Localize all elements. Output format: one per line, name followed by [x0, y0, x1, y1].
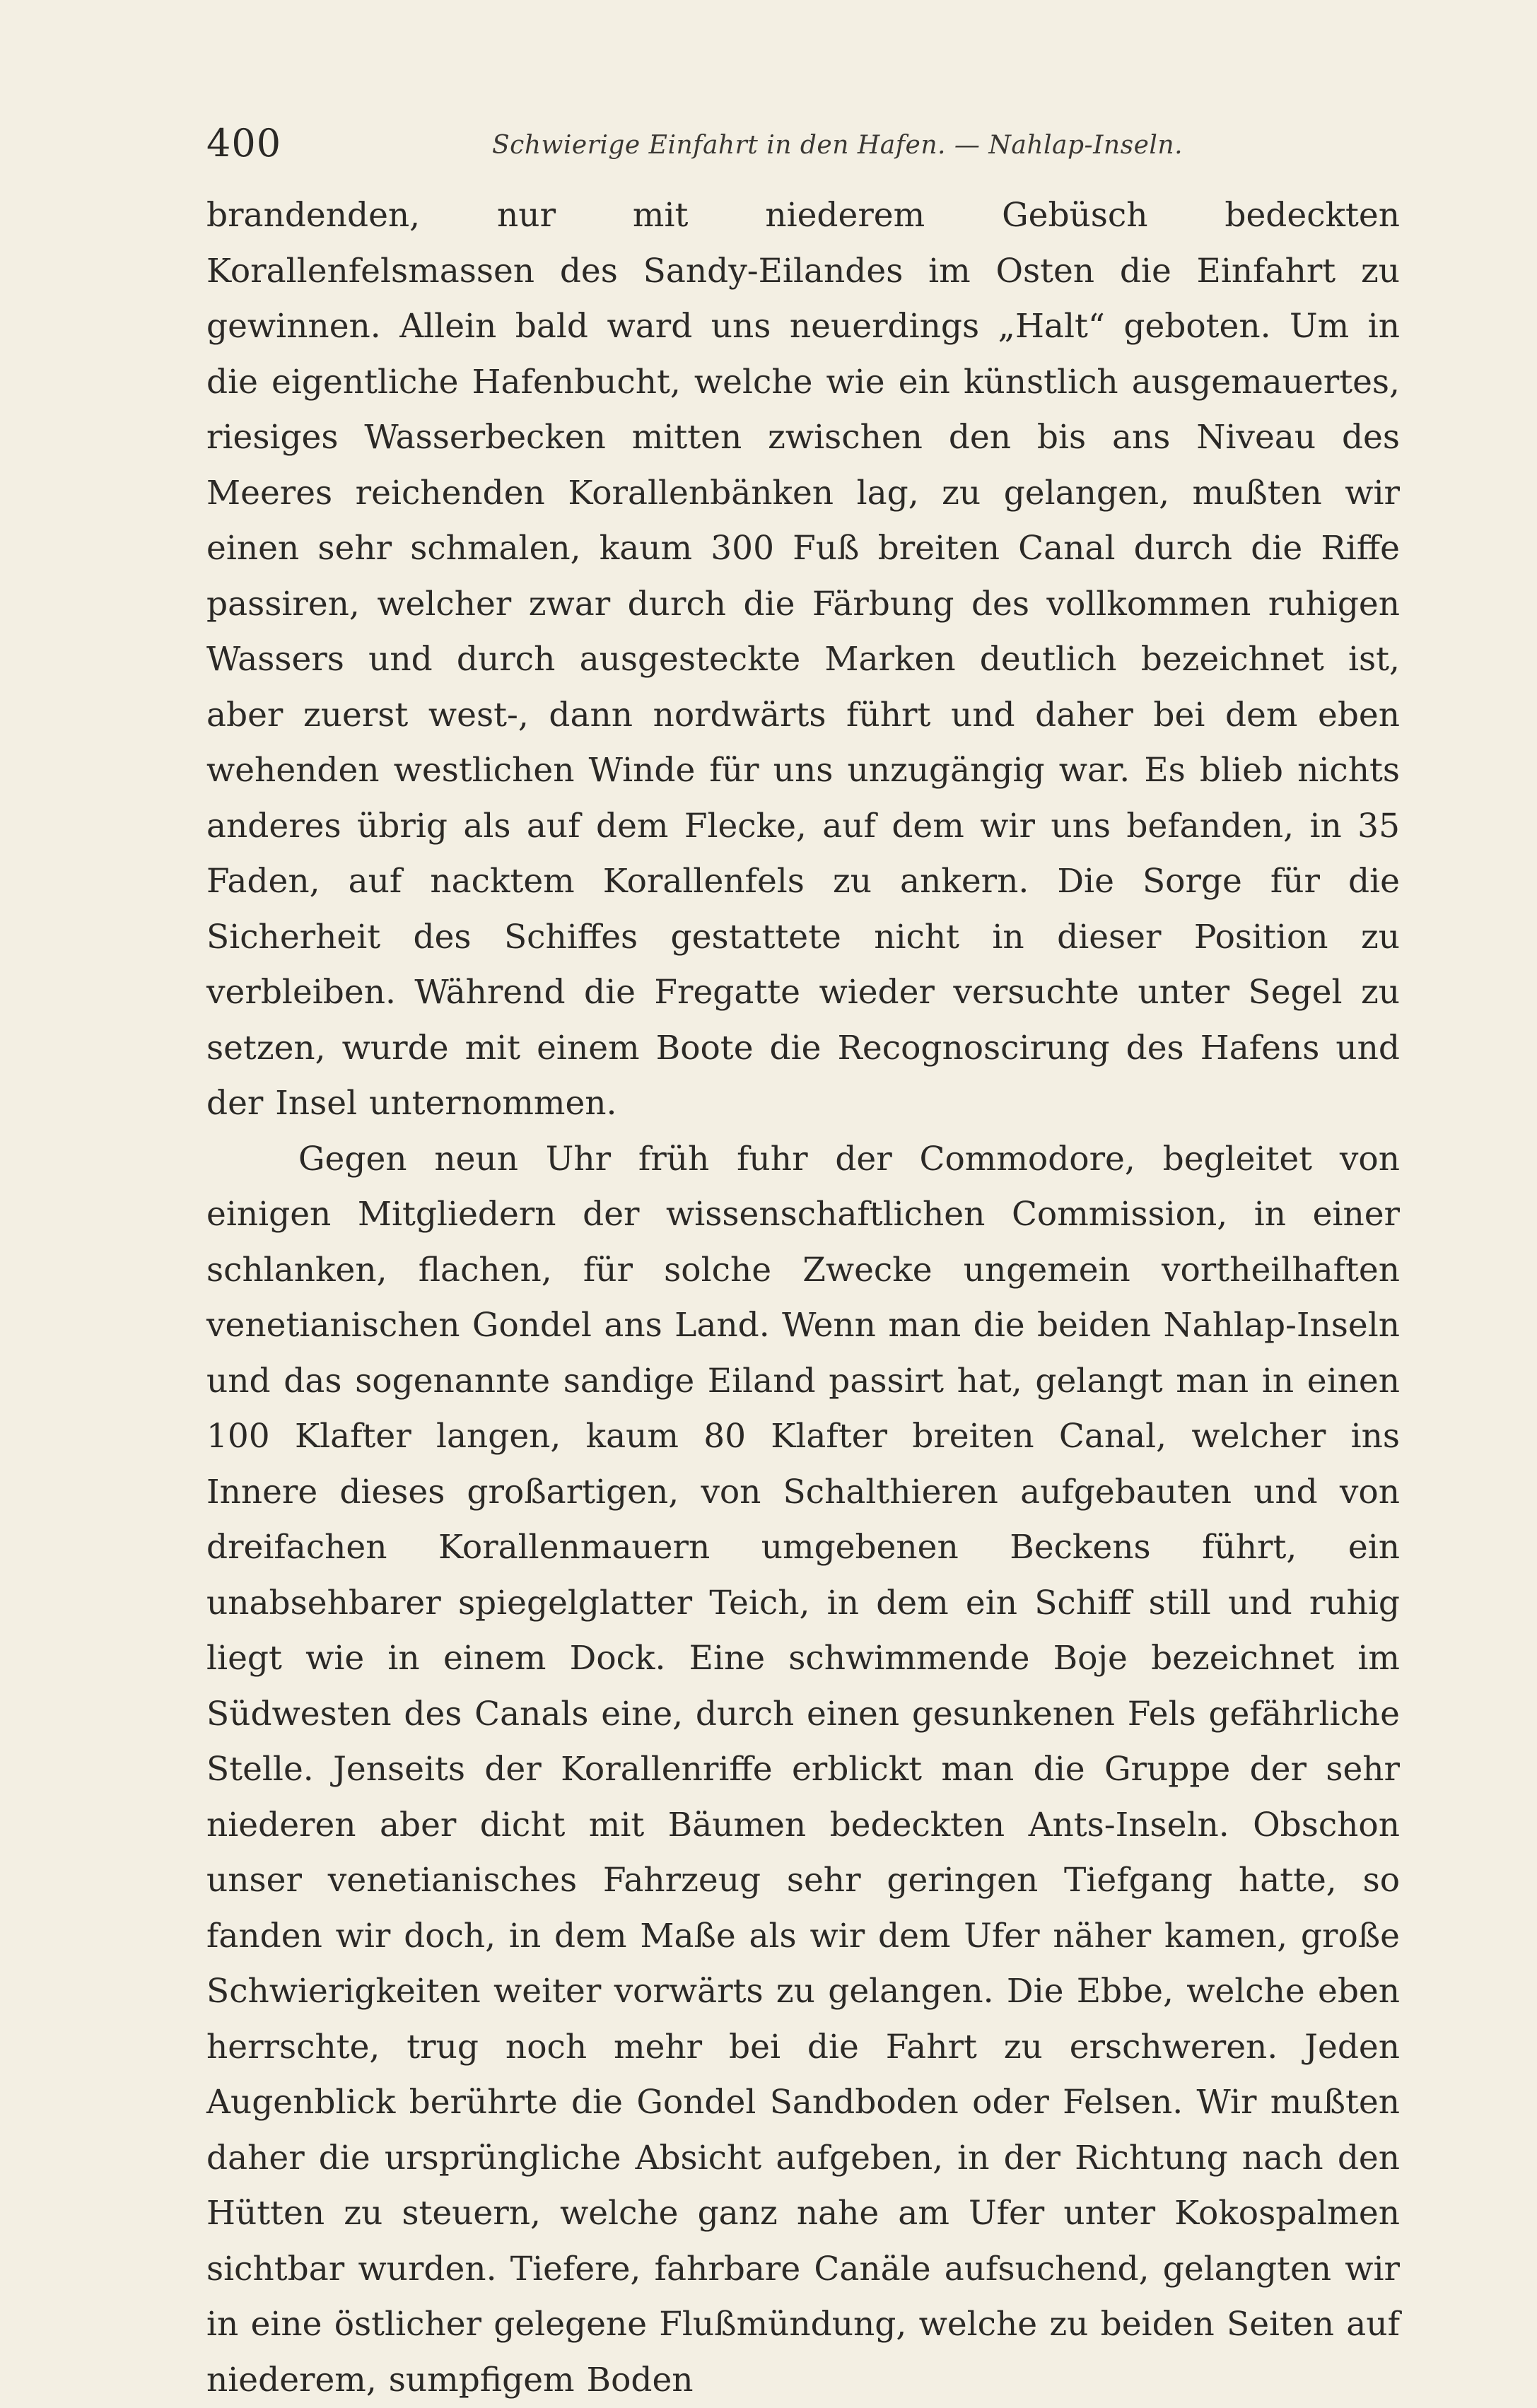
- page-header: [206, 119, 1400, 168]
- paragraph-continued: brandenden, nur mit niederem Gebüsch bedeckten Korallenfelsmassen des Sandy-Eilandes im Osten die Einfahrt zu gewinnen. Allein bald ward uns neuerdings „Halt“ geboten. Um in die eigentliche Hafenbucht, welche wie ein künstlich ausgemauertes, riesiges Wasserbecken mitten zwischen den bis ans Niveau des Meeres reichenden Korallenbänken lag, zu gelangen, mußten wir einen sehr schmalen, kaum 300 Fuß breiten Canal durch die Riffe passiren, welcher zwar durch die Färbung des vollkommen ruhigen Wassers und durch ausgesteckte Marken deutlich bezeichnet ist, aber zuerst west-, dann nordwärts führt und daher bei dem eben wehenden westlichen Winde für uns unzugängig war. Es blieb nichts anderes übrig als auf dem Flecke, auf dem wir uns befanden, in 35 Faden, auf nacktem Korallenfels zu ankern. Die Sorge für die Sicherheit des Schiffes gestattete nicht in dieser Position zu verbleiben. Während die Fregatte wieder versuchte unter Segel zu setzen, wurde mit einem Boote die Recognoscirung des Hafens und der Insel unternommen.: [206, 188, 1400, 1132]
- page-number: 400: [206, 119, 281, 168]
- paragraph: Gegen neun Uhr früh fuhr der Commodore, begleitet von einigen Mitgliedern der wissenschaftlichen Commission, in einer schlanken, flachen, für solche Zwecke ungemein vortheilhaften venetianischen Gondel ans Land. Wenn man die beiden Nahlap-Inseln und das sogenannte sandige Eiland passirt hat, gelangt man in einen 100 Klafter langen, kaum 80 Klafter breiten Canal, welcher ins Innere dieses großartigen, von Schalthieren aufgebauten und von dreifachen Korallenmauern umgebenen Beckens führt, ein unabsehbarer spiegelglatter Teich, in dem ein Schiff still und ruhig liegt wie in einem Dock. Eine schwimmende Boje bezeichnet im Südwesten des Canals eine, durch einen gesunkenen Fels gefährliche Stelle. Jenseits der Korallenriffe erblickt man die Gruppe der sehr niederen aber dicht mit Bäumen bedeckten Ants-Inseln. Obschon unser venetianisches Fahrzeug sehr geringen Tiefgang hatte, so fanden wir doch, in dem Maße als wir dem Ufer näher kamen, große Schwierigkeiten weiter vorwärts zu gelangen. Die Ebbe, welche eben herrschte, trug noch mehr bei die Fahrt zu erschweren. Jeden Augenblick berührte die Gondel Sandboden oder Felsen. Wir mußten daher die ursprüngliche Absicht aufgeben, in der Richtung nach den Hütten zu steuern, welche ganz nahe am Ufer unter Kokospalmen sichtbar wurden. Tiefere, fahrbare Canäle aufsuchend, gelangten wir in eine östlicher gelegene Flußmündung, welche zu beiden Seiten auf niederem, sumpfigem Boden: [206, 1132, 1400, 2408]
- running-head: Schwierige Einfahrt in den Hafen. — Nahlap-Inseln.: [492, 124, 1183, 167]
- body-text: [206, 188, 1400, 2210]
